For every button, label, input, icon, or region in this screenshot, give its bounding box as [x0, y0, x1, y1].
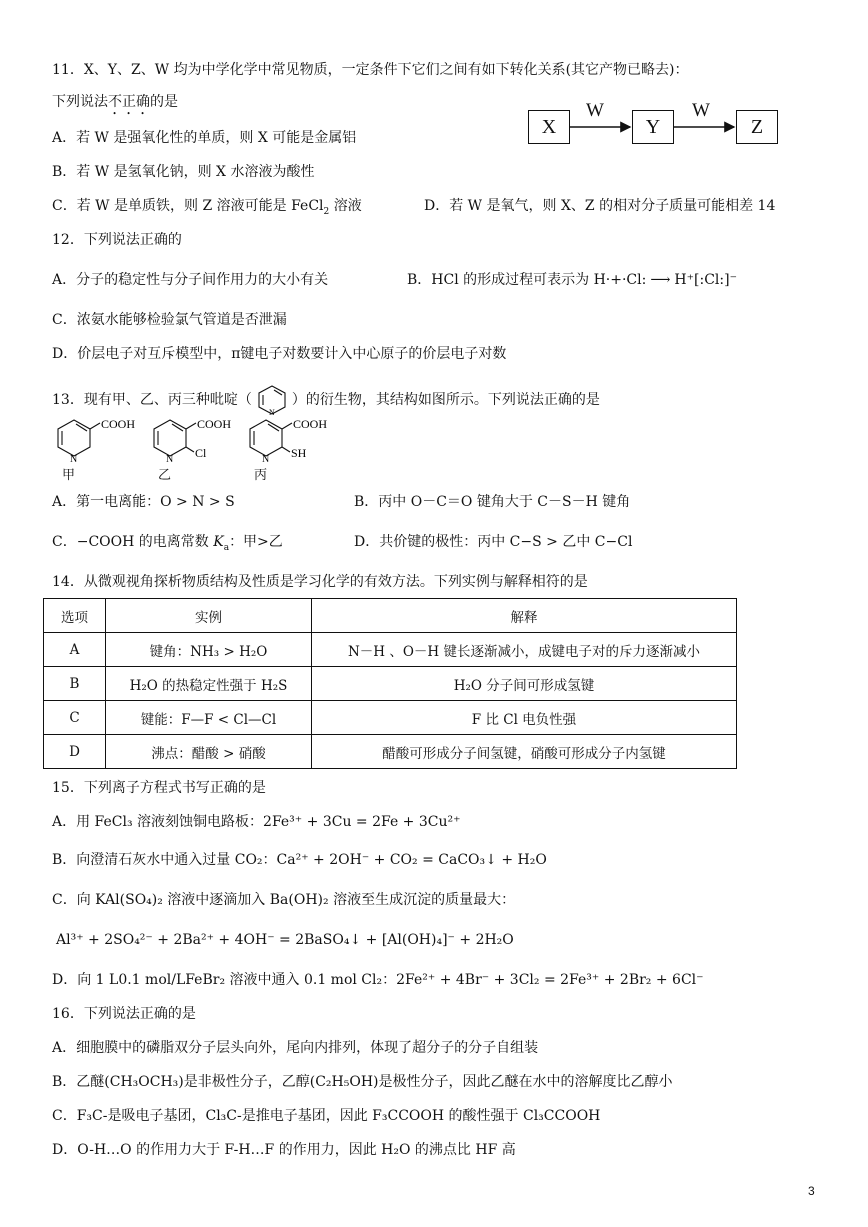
- q15-option-c-equation: Al³⁺ + 2SO₄²⁻ + 2Ba²⁺ + 4OH⁻ = 2BaSO₄↓ + [Al(OH)₄]⁻ + 2H₂O: [56, 932, 514, 948]
- molecule-jia-structure: [52, 414, 152, 464]
- table-cell-option: B: [44, 667, 106, 701]
- table-row: [44, 735, 737, 769]
- table-row: [44, 701, 737, 735]
- flow-arrows: [528, 108, 780, 148]
- table-header-cell: 实例: [106, 599, 312, 633]
- molecule-yi-cooh-label: COOH: [197, 417, 232, 431]
- q13-option-a: A．第一电离能：O > N > S: [52, 494, 235, 510]
- q12-option-d: D．价层电子对互斥模型中，π键电子对数要计入中心原子的价层电子对数: [52, 346, 507, 362]
- molecule-bing-structure: [244, 414, 344, 464]
- page-number: 3: [808, 1184, 815, 1198]
- pyridine-structure-icon: [252, 384, 292, 416]
- q12-b-arrow: ⟶: [650, 272, 671, 288]
- table-cell-example: H₂O 的热稳定性强于 H₂S: [106, 667, 312, 701]
- q15-option-d: D．向 1 L0.1 mol/LFeBr₂ 溶液中通入 0.1 mol Cl₂：2Fe²⁺ + 4Br⁻ + 3Cl₂ = 2Fe³⁺ + 2Br₂ + 6Cl⁻: [52, 972, 704, 988]
- q16-option-a: A．细胞膜中的磷脂双分子层头向外，尾向内排列，体现了超分子的分子自组装: [52, 1040, 539, 1056]
- q13-stem-end: ）的衍生物，其结构如图所示。下列说法正确的是: [291, 392, 600, 408]
- molecule-jia: [52, 414, 152, 483]
- q16-option-c: C．F₃C-是吸电子基团，Cl₃C-是推电子基团，因此 F₃CCOOH 的酸性强于 Cl₃CCOOH: [52, 1108, 601, 1124]
- table-cell-explanation: N－H 、O－H 键长逐渐减小，成键电子对的斥力逐渐减小: [312, 633, 737, 667]
- table-cell-option: A: [44, 633, 106, 667]
- q12-option-a: A．分子的稳定性与分子间作用力的大小有关: [52, 272, 329, 288]
- flow-box-z: Z: [736, 110, 778, 144]
- table-cell-example: 沸点：醋酸 > 硝酸: [106, 735, 312, 769]
- molecule-yi-n-label: N: [166, 454, 174, 464]
- table-row: [44, 633, 737, 667]
- q15-option-b: B．向澄清石灰水中通入过量 CO₂：Ca²⁺ + 2OH⁻ + CO₂ = CaCO₃↓ + H₂O: [52, 852, 547, 868]
- q16-stem: 16．下列说法正确的是: [52, 1006, 196, 1022]
- q13-option-d: D．共价键的极性：丙中 C−S > 乙中 C−Cl: [354, 534, 633, 550]
- table-cell-explanation: F 比 Cl 电负性强: [312, 701, 737, 735]
- molecule-bing-cooh-label: COOH: [293, 417, 328, 431]
- molecule-jia-name: 甲: [62, 468, 76, 483]
- q13-c-k-symbol: K: [213, 534, 224, 550]
- q16-option-b: B．乙醚(CH₃OCH₃)是非极性分子，乙醇(C₂H₅OH)是极性分子，因此乙醚在水中的溶解度比乙醇小: [52, 1074, 673, 1090]
- molecule-yi: [148, 414, 248, 483]
- q11-ask-suffix: 的是: [150, 94, 178, 110]
- pyridine-n-label: N: [268, 408, 275, 416]
- q14-table: [43, 598, 737, 769]
- q14-stem: 14．从微观视角探析物质结构及性质是学习化学的有效方法。下列实例与解释相符的是: [52, 574, 588, 590]
- table-cell-option: C: [44, 701, 106, 735]
- q13-c-text-end: ：甲>乙: [229, 534, 283, 550]
- table-header-row: [44, 599, 737, 633]
- conversion-flow-diagram: [528, 100, 780, 148]
- flow-arrow-label-2: W: [692, 100, 710, 121]
- q13-option-b: B．丙中 O－C＝O 键角大于 C－S－H 键角: [354, 494, 631, 510]
- molecule-bing-n-label: N: [262, 454, 270, 464]
- q12-stem: 12．下列说法正确的: [52, 232, 182, 248]
- flow-box-y: Y: [632, 110, 674, 144]
- q11-ask-emphasis: 不正确: [108, 94, 150, 110]
- molecule-yi-structure: [148, 414, 248, 464]
- table-header-cell: 解释: [312, 599, 737, 633]
- molecule-bing-name: 丙: [254, 468, 268, 483]
- q15-option-c: C．向 KAl(SO₄)₂ 溶液中逐滴加入 Ba(OH)₂ 溶液至生成沉淀的质量最大：: [52, 892, 516, 908]
- molecule-yi-name: 乙: [158, 468, 172, 483]
- q13-stem: [52, 384, 600, 416]
- molecule-bing: [244, 414, 344, 483]
- q11-option-a: A．若 W 是强氧化性的单质，则 X 可能是金属铝: [52, 130, 357, 146]
- q12-b-text: B．HCl 的形成过程可表示为 H·+·Cl:: [407, 272, 647, 288]
- q11-option-c: [52, 196, 362, 222]
- q15-stem: 15．下列离子方程式书写正确的是: [52, 780, 266, 796]
- q11-c-text: C．若 W 是单质铁，则 Z 溶液可能是 FeCl: [52, 198, 324, 214]
- q13-c-text: C．−COOH 的电离常数: [52, 534, 214, 550]
- table-row: [44, 667, 737, 701]
- q11-c-subscript: 2: [323, 206, 330, 217]
- q16-option-d: D．O-H…O 的作用力大于 F-H…F 的作用力，因此 H₂O 的沸点比 HF 高: [52, 1142, 516, 1158]
- q11-c-text-end: 溶液: [329, 198, 362, 214]
- molecule-jia-cooh-label: COOH: [101, 417, 136, 431]
- table-cell-example: 键能：F—F < Cl—Cl: [106, 701, 312, 735]
- q13-stem-start: 13．现有甲、乙、丙三种吡啶（: [52, 392, 252, 408]
- q12-b-product: H⁺[:Cl:]⁻: [674, 272, 737, 288]
- molecule-yi-cl-label: Cl: [195, 446, 207, 460]
- q11-ask-prefix: 下列说法: [52, 94, 108, 110]
- table-cell-example: 键角：NH₃ > H₂O: [106, 633, 312, 667]
- q12-option-b: [407, 270, 737, 290]
- q11-option-b: B．若 W 是氢氧化钠，则 X 水溶液为酸性: [52, 164, 315, 180]
- flow-arrow-label-1: W: [586, 100, 604, 121]
- q11-stem: 11．X、Y、Z、W 均为中学化学中常见物质，一定条件下它们之间有如下转化关系(其它产物已略去)：: [52, 62, 689, 78]
- q12-option-c: C．浓氨水能够检验氯气管道是否泄漏: [52, 312, 287, 328]
- q13-c-k-subscript: a: [223, 542, 230, 553]
- q11-ask: [52, 92, 178, 118]
- table-cell-explanation: 醋酸可形成分子间氢键，硝酸可形成分子内氢键: [312, 735, 737, 769]
- q11-option-d: D．若 W 是氧气，则 X、Z 的相对分子质量可能相差 14: [424, 198, 776, 214]
- table-cell-explanation: H₂O 分子间可形成氢键: [312, 667, 737, 701]
- q13-option-c: [52, 532, 283, 558]
- molecule-bing-sh-label: SH: [291, 446, 307, 460]
- table-cell-option: D: [44, 735, 106, 769]
- molecule-jia-n-label: N: [70, 454, 78, 464]
- flow-box-x: X: [528, 110, 570, 144]
- q15-option-a: A．用 FeCl₃ 溶液刻蚀铜电路板：2Fe³⁺ + 3Cu = 2Fe + 3Cu²⁺: [52, 814, 461, 830]
- table-header-cell: 选项: [44, 599, 106, 633]
